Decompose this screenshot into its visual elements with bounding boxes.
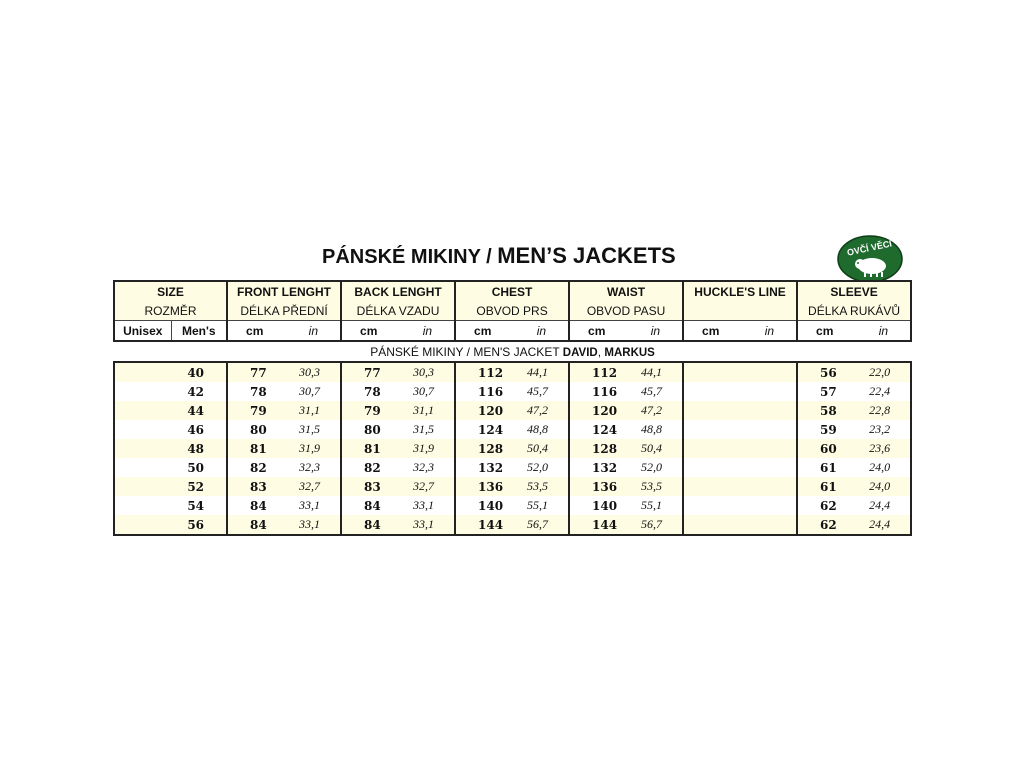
unit-in: in bbox=[398, 321, 455, 342]
chest-cm: 144 bbox=[455, 515, 512, 535]
waist-cm: 116 bbox=[569, 382, 626, 401]
huckle-in bbox=[740, 439, 797, 458]
huckle-in bbox=[740, 496, 797, 515]
front-cm: 79 bbox=[227, 401, 284, 420]
chest-in: 44,1 bbox=[512, 362, 569, 382]
table-row bbox=[114, 420, 911, 439]
col-waist-cz: OBVOD PASU bbox=[569, 301, 683, 321]
unisex-cell bbox=[114, 458, 171, 477]
waist-cm: 124 bbox=[569, 420, 626, 439]
size-chart-table bbox=[113, 280, 912, 536]
front-cm: 84 bbox=[227, 496, 284, 515]
back-cm: 82 bbox=[341, 458, 398, 477]
unit-cm: cm bbox=[455, 321, 512, 342]
chest-in: 56,7 bbox=[512, 515, 569, 535]
back-in: 31,9 bbox=[398, 439, 455, 458]
sleeve-cm: 59 bbox=[797, 420, 854, 439]
waist-in: 48,8 bbox=[626, 420, 683, 439]
chest-in: 53,5 bbox=[512, 477, 569, 496]
mens-size: 48 bbox=[171, 439, 227, 458]
table-row bbox=[114, 458, 911, 477]
chest-cm: 112 bbox=[455, 362, 512, 382]
col-chest-en: CHEST bbox=[455, 281, 569, 301]
front-cm: 83 bbox=[227, 477, 284, 496]
unit-cm: cm bbox=[227, 321, 284, 342]
front-in: 33,1 bbox=[284, 515, 341, 535]
back-in: 32,7 bbox=[398, 477, 455, 496]
sleeve-in: 22,0 bbox=[854, 362, 911, 382]
header-row-english bbox=[114, 281, 911, 301]
sleeve-cm: 57 bbox=[797, 382, 854, 401]
front-in: 30,3 bbox=[284, 362, 341, 382]
unisex-cell bbox=[114, 439, 171, 458]
unisex-cell bbox=[114, 420, 171, 439]
sleeve-in: 24,0 bbox=[854, 477, 911, 496]
waist-in: 55,1 bbox=[626, 496, 683, 515]
huckle-cm bbox=[683, 401, 740, 420]
back-in: 33,1 bbox=[398, 496, 455, 515]
huckle-cm bbox=[683, 515, 740, 535]
waist-cm: 140 bbox=[569, 496, 626, 515]
huckle-cm bbox=[683, 362, 740, 382]
unisex-cell bbox=[114, 515, 171, 535]
huckle-cm bbox=[683, 420, 740, 439]
chest-cm: 132 bbox=[455, 458, 512, 477]
waist-cm: 112 bbox=[569, 362, 626, 382]
table-row bbox=[114, 477, 911, 496]
back-cm: 80 bbox=[341, 420, 398, 439]
front-in: 31,9 bbox=[284, 439, 341, 458]
back-in: 31,5 bbox=[398, 420, 455, 439]
mens-size: 50 bbox=[171, 458, 227, 477]
chest-cm: 140 bbox=[455, 496, 512, 515]
chest-cm: 120 bbox=[455, 401, 512, 420]
waist-in: 56,7 bbox=[626, 515, 683, 535]
subcaption-row bbox=[114, 341, 911, 362]
col-waist-en: WAIST bbox=[569, 281, 683, 301]
front-in: 31,5 bbox=[284, 420, 341, 439]
unit-in: in bbox=[284, 321, 341, 342]
huckle-cm bbox=[683, 477, 740, 496]
unit-cm: cm bbox=[797, 321, 854, 342]
waist-cm: 120 bbox=[569, 401, 626, 420]
mens-size: 54 bbox=[171, 496, 227, 515]
huckle-in bbox=[740, 362, 797, 382]
sheep-icon bbox=[836, 234, 904, 284]
table-row bbox=[114, 401, 911, 420]
table-row bbox=[114, 382, 911, 401]
back-cm: 84 bbox=[341, 515, 398, 535]
waist-in: 50,4 bbox=[626, 439, 683, 458]
sleeve-cm: 61 bbox=[797, 477, 854, 496]
col-sleeve-en: SLEEVE bbox=[797, 281, 911, 301]
back-in: 31,1 bbox=[398, 401, 455, 420]
page-title bbox=[322, 240, 722, 272]
brand-logo bbox=[836, 234, 904, 284]
back-cm: 81 bbox=[341, 439, 398, 458]
header-row-czech bbox=[114, 301, 911, 321]
front-in: 30,7 bbox=[284, 382, 341, 401]
waist-in: 53,5 bbox=[626, 477, 683, 496]
mens-size: 40 bbox=[171, 362, 227, 382]
waist-in: 44,1 bbox=[626, 362, 683, 382]
col-back-en: BACK LENGHT bbox=[341, 281, 455, 301]
chest-cm: 124 bbox=[455, 420, 512, 439]
unisex-cell bbox=[114, 382, 171, 401]
sleeve-cm: 56 bbox=[797, 362, 854, 382]
huckle-in bbox=[740, 401, 797, 420]
back-cm: 83 bbox=[341, 477, 398, 496]
sleeve-in: 24,4 bbox=[854, 515, 911, 535]
col-back-cz: DÉLKA VZADU bbox=[341, 301, 455, 321]
sleeve-in: 23,2 bbox=[854, 420, 911, 439]
svg-text:OVČÍ VĚCI: OVČÍ VĚCI bbox=[846, 238, 893, 258]
huckle-cm bbox=[683, 496, 740, 515]
chest-in: 45,7 bbox=[512, 382, 569, 401]
huckle-in bbox=[740, 458, 797, 477]
front-in: 31,1 bbox=[284, 401, 341, 420]
front-in: 33,1 bbox=[284, 496, 341, 515]
mens-size: 56 bbox=[171, 515, 227, 535]
sleeve-cm: 60 bbox=[797, 439, 854, 458]
table-row bbox=[114, 362, 911, 382]
mens-size: 46 bbox=[171, 420, 227, 439]
chest-in: 55,1 bbox=[512, 496, 569, 515]
col-sleeve-cz: DÉLKA RUKÁVŮ bbox=[797, 301, 911, 321]
sleeve-in: 24,4 bbox=[854, 496, 911, 515]
header-row-units bbox=[114, 321, 911, 342]
col-front-en: FRONT LENGHT bbox=[227, 281, 341, 301]
unisex-cell bbox=[114, 496, 171, 515]
unit-cm: cm bbox=[341, 321, 398, 342]
huckle-in bbox=[740, 477, 797, 496]
back-in: 33,1 bbox=[398, 515, 455, 535]
waist-cm: 128 bbox=[569, 439, 626, 458]
chest-cm: 128 bbox=[455, 439, 512, 458]
unit-unisex: Unisex bbox=[114, 321, 171, 342]
chest-cm: 116 bbox=[455, 382, 512, 401]
unit-in: in bbox=[512, 321, 569, 342]
waist-in: 52,0 bbox=[626, 458, 683, 477]
col-size-cz: ROZMĚR bbox=[114, 301, 227, 321]
unit-in: in bbox=[740, 321, 797, 342]
chest-in: 47,2 bbox=[512, 401, 569, 420]
huckle-cm bbox=[683, 458, 740, 477]
unisex-cell bbox=[114, 362, 171, 382]
chest-in: 50,4 bbox=[512, 439, 569, 458]
front-cm: 77 bbox=[227, 362, 284, 382]
col-size-en: SIZE bbox=[114, 281, 227, 301]
table-row bbox=[114, 496, 911, 515]
col-chest-cz: OBVOD PRS bbox=[455, 301, 569, 321]
back-in: 32,3 bbox=[398, 458, 455, 477]
col-front-cz: DÉLKA PŘEDNÍ bbox=[227, 301, 341, 321]
mens-size: 44 bbox=[171, 401, 227, 420]
back-cm: 79 bbox=[341, 401, 398, 420]
subcaption: PÁNSKÉ MIKINY / MEN'S JACKET DAVID, MARKUS bbox=[114, 341, 911, 362]
sleeve-cm: 62 bbox=[797, 496, 854, 515]
title-czech: PÁNSKÉ MIKINY / bbox=[322, 246, 498, 268]
waist-in: 47,2 bbox=[626, 401, 683, 420]
chest-in: 48,8 bbox=[512, 420, 569, 439]
front-cm: 80 bbox=[227, 420, 284, 439]
huckle-cm bbox=[683, 439, 740, 458]
back-in: 30,3 bbox=[398, 362, 455, 382]
waist-in: 45,7 bbox=[626, 382, 683, 401]
unit-in: in bbox=[626, 321, 683, 342]
col-huckle-cz bbox=[683, 301, 797, 321]
sleeve-cm: 61 bbox=[797, 458, 854, 477]
chest-cm: 136 bbox=[455, 477, 512, 496]
huckle-in bbox=[740, 420, 797, 439]
sleeve-in: 23,6 bbox=[854, 439, 911, 458]
huckle-in bbox=[740, 515, 797, 535]
sleeve-cm: 58 bbox=[797, 401, 854, 420]
waist-cm: 132 bbox=[569, 458, 626, 477]
waist-cm: 136 bbox=[569, 477, 626, 496]
sleeve-in: 22,8 bbox=[854, 401, 911, 420]
mens-size: 52 bbox=[171, 477, 227, 496]
front-cm: 84 bbox=[227, 515, 284, 535]
sleeve-in: 24,0 bbox=[854, 458, 911, 477]
sleeve-in: 22,4 bbox=[854, 382, 911, 401]
unit-cm: cm bbox=[683, 321, 740, 342]
front-cm: 81 bbox=[227, 439, 284, 458]
col-huckle-en: HUCKLE'S LINE bbox=[683, 281, 797, 301]
chest-in: 52,0 bbox=[512, 458, 569, 477]
huckle-in bbox=[740, 382, 797, 401]
unisex-cell bbox=[114, 477, 171, 496]
unit-mens: Men's bbox=[171, 321, 227, 342]
front-in: 32,3 bbox=[284, 458, 341, 477]
huckle-cm bbox=[683, 382, 740, 401]
back-in: 30,7 bbox=[398, 382, 455, 401]
sleeve-cm: 62 bbox=[797, 515, 854, 535]
back-cm: 84 bbox=[341, 496, 398, 515]
mens-size: 42 bbox=[171, 382, 227, 401]
table-row bbox=[114, 515, 911, 535]
unit-cm: cm bbox=[569, 321, 626, 342]
waist-cm: 144 bbox=[569, 515, 626, 535]
unisex-cell bbox=[114, 401, 171, 420]
title-english: MEN’S JACKETS bbox=[497, 243, 676, 268]
front-cm: 82 bbox=[227, 458, 284, 477]
front-in: 32,7 bbox=[284, 477, 341, 496]
front-cm: 78 bbox=[227, 382, 284, 401]
back-cm: 78 bbox=[341, 382, 398, 401]
unit-in: in bbox=[854, 321, 911, 342]
table-row bbox=[114, 439, 911, 458]
back-cm: 77 bbox=[341, 362, 398, 382]
